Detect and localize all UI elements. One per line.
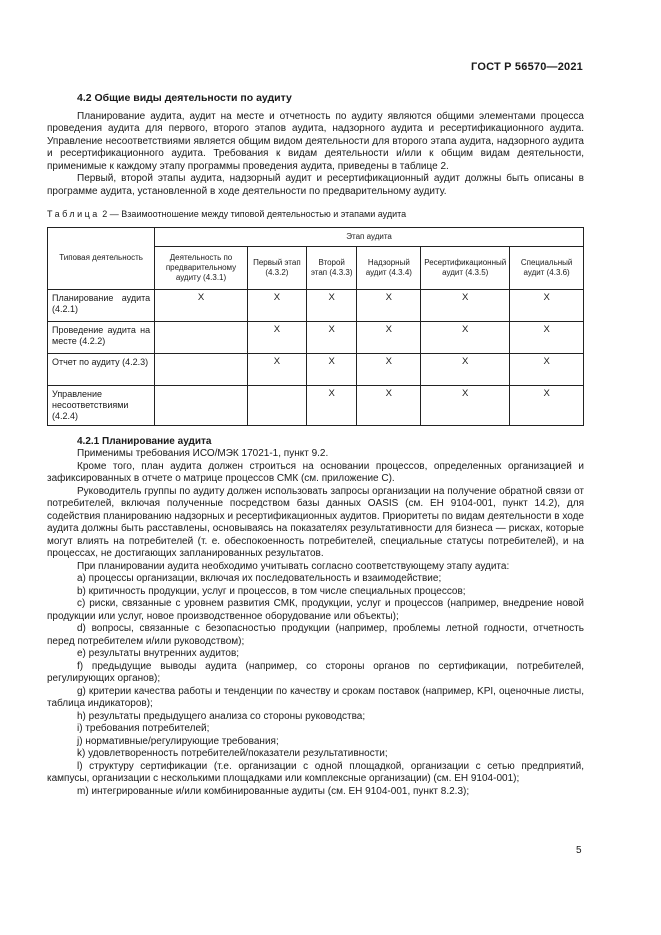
list-item: a) процессы организации, включая их последовательность и взаимодействие; [77,573,442,584]
stage-header: Ресертификационный аудит (4.3.5) [421,246,510,289]
table-cell: X [357,321,421,353]
table-row [48,321,584,353]
table-cell: X [510,289,584,321]
table-cell: X [306,385,357,425]
subsection-paragraph: Применимы требования ИСО/МЭК 17021-1, пункт 9.2. [77,448,329,459]
table-cell: X [357,385,421,425]
col-activity-header: Типовая деятельность [48,227,155,289]
table-cell: X [421,353,510,385]
table-cell: X [357,353,421,385]
table-cell: X [421,289,510,321]
subsection-paragraph: При планировании аудита необходимо учитывать согласно соответствующему этапу аудита: [77,560,510,572]
list-item: f) предыдущие выводы аудита (например, со стороны органов по сертификации, потребителей, регулирующих органов); [47,660,584,684]
table-caption-text: 2 — Взаимоотношение между типовой деятельностью и этапами аудита [99,209,407,219]
list-item: c) риски, связанные с уровнем развития СМК, продукции, услуг и процессов (например, внедрение новой продукции или услуг, новое производственное оборудование или объекты); [47,598,584,622]
table-row [48,289,584,321]
table-cell [155,385,248,425]
table-caption-label: Таблица [47,209,100,219]
row-label: Проведение аудита на месте (4.2.2) [48,321,155,353]
list-item: g) критерии качества работы и тенденции по качеству и срокам поставок (например, KPI, оценочные листы, таблица индикаторов); [47,685,584,709]
table-caption [47,208,584,221]
table-cell [247,385,306,425]
table-cell: X [155,289,248,321]
table-row [48,385,584,425]
list-item: k) удовлетворенность потребителей/показатели результативности; [77,748,388,759]
table-cell: X [247,289,306,321]
table-cell: X [510,321,584,353]
table-cell: X [247,353,306,385]
activity-stage-table [47,227,584,426]
row-label: Планирование аудита (4.2.1) [48,289,155,321]
stage-header: Специальный аудит (4.3.6) [510,246,584,289]
list-item: j) нормативные/регулирующие требования; [77,735,279,747]
page-number: 5 [576,845,582,856]
table-cell [155,321,248,353]
table-header-row [48,227,584,246]
list-item: b) критичность продукции, услуг и процессов, в том числе специальных процессов; [77,585,466,597]
section-paragraph: Планирование аудита, аудит на месте и отчетность по аудиту являются общими элементами процесса проведения аудита для первого, второго этапов аудита, надзорного аудита и ресертификационного аудита. Управление несоответствиями является общим видом деятельности для второго этапа аудита, надзорного аудита и ресертификационного аудита. Требования к видам деятельности и/или к общим видам деятельности, применимые к каждому этапу программы проведения аудита, приведены в таблице 2. [47,110,584,172]
list-item: d) вопросы, связанные с безопасностью продукции (например, проблемы летной годности, отчетность перед потребителем и/или руководством); [47,623,584,647]
list-item: i) требования потребителей; [77,723,210,734]
list-item: h) результаты предыдущего анализа со стороны руководства; [77,710,366,722]
subsection-paragraph: Кроме того, план аудита должен строиться на основании процессов, определенных организацией и зафиксированных в отчете о матрице процессов СМК (см. приложение С). [47,460,584,484]
section-paragraph: Первый, второй этапы аудита, надзорный аудит и ресертификационный аудит должны быть описаны в программе аудита, установленной в ходе деятельности по предварительному аудиту. [47,173,584,197]
stage-header: Деятельность по предварительному аудиту (4.3.1) [155,246,248,289]
stage-header: Надзорный аудит (4.3.4) [357,246,421,289]
document-body [47,92,584,798]
stage-header: Второй этап (4.3.3) [306,246,357,289]
row-label: Управление несоответствиями (4.2.4) [48,385,155,425]
table-cell: X [357,289,421,321]
table-cell [155,353,248,385]
standard-designation: ГОСТ Р 56570—2021 [471,61,583,73]
table-cell: X [306,321,357,353]
col-group-header: Этап аудита [155,227,584,246]
list-item: l) структуру сертификации (т.е. организации с одной площадкой, организации с сетью предприятий, кампусы, организации с несколькими площадками или комплексные организации) (см. ЕН 9104-001); [47,760,584,784]
table-cell: X [510,385,584,425]
table-cell: X [421,385,510,425]
subsection-paragraph: Руководитель группы по аудиту должен использовать запросы организации на получение обратной связи от потребителей, включая полученные посредством базы данных OASIS (см. ЕН 9104-001, пункт 14.2), для содействия планированию надзорных и ресертификационных аудитов. Приоритеты по видам деятельности в ходе аудита должны быть расставлены, основываясь на показателях результативности для бизнеса — рисках, которые могут влиять на потребителей (т. е. обеспокоенность потребителей, специальные статусы потребителей), и на процессах, не достигающих запланированных результатов. [47,485,584,559]
table-cell: X [306,353,357,385]
subsection-heading: 4.2.1 Планирование аудита [77,435,212,447]
table-cell: X [421,321,510,353]
table-cell: X [510,353,584,385]
list-item: e) результаты внутренних аудитов; [77,648,240,659]
table-row [48,353,584,385]
row-label: Отчет по аудиту (4.2.3) [48,353,155,385]
list-item: m) интегрированные и/или комбинированные аудиты (см. ЕН 9104-001, пункт 8.2.3); [77,785,470,797]
table-cell: X [247,321,306,353]
stage-header: Первый этап (4.3.2) [247,246,306,289]
table-cell: X [306,289,357,321]
section-heading: 4.2 Общие виды деятельности по аудиту [77,92,292,104]
